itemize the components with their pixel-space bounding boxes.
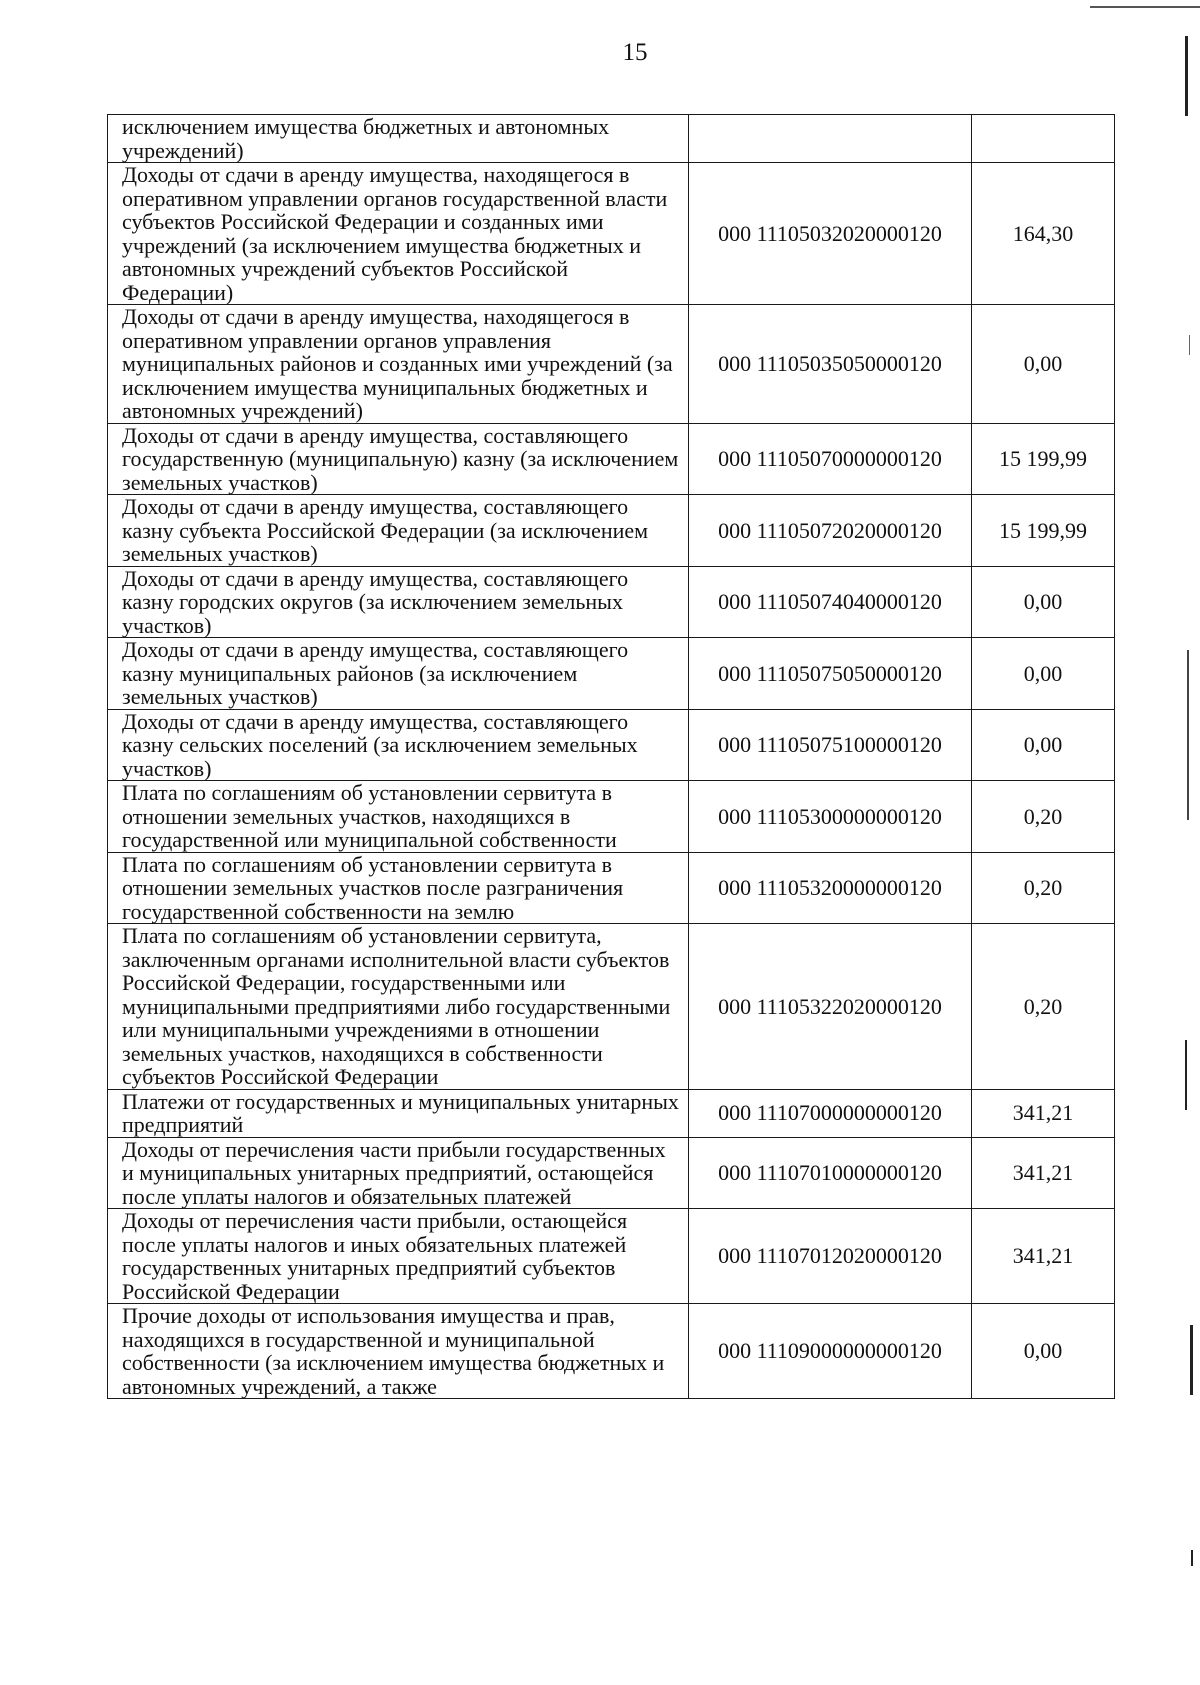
revenue-amount-cell xyxy=(972,115,1115,163)
revenue-code-cell: 000 11105070000000120 xyxy=(689,423,972,495)
revenue-code-cell: 000 11105322020000120 xyxy=(689,924,972,1090)
revenue-code-cell xyxy=(689,115,972,163)
revenue-description-cell: Доходы от перечисления части прибыли государственных и муниципальных унитарных предприятий, остающейся после уплаты налогов и обязательных платежей xyxy=(108,1137,689,1209)
revenue-code-cell: 000 11105075100000120 xyxy=(689,709,972,781)
revenue-amount-cell: 0,20 xyxy=(972,781,1115,853)
revenue-amount-cell: 0,00 xyxy=(972,566,1115,638)
table-row xyxy=(108,423,1115,495)
revenue-description-cell: Доходы от сдачи в аренду имущества, находящегося в оперативном управлении органов управления муниципальных районов и созданных ими учреждений (за исключением имущества муниципальных бюджетных и автономных учреждений) xyxy=(108,305,689,424)
revenue-amount-cell: 0,00 xyxy=(972,1304,1115,1399)
revenue-amount-cell: 0,00 xyxy=(972,709,1115,781)
revenue-description-cell: исключением имущества бюджетных и автономных учреждений) xyxy=(108,115,689,163)
revenue-amount-cell: 341,21 xyxy=(972,1089,1115,1137)
revenue-description-cell: Плата по соглашениям об установлении сервитута, заключенным органами исполнительной власти субъектов Российской Федерации, государственными или муниципальными предприятиями либо государственными или муниципальными учреждениями в отношении земельных участков, находящихся в собственности субъектов Российской Федерации xyxy=(108,924,689,1090)
table-row xyxy=(108,1137,1115,1209)
table-row xyxy=(108,305,1115,424)
table-row xyxy=(108,495,1115,567)
scan-edge-mark xyxy=(1191,1550,1193,1566)
table-row xyxy=(108,709,1115,781)
revenue-description-cell: Доходы от сдачи в аренду имущества, составляющего государственную (муниципальную) казну (за исключением земельных участков) xyxy=(108,423,689,495)
table-row xyxy=(108,638,1115,710)
revenue-code-cell: 000 11109000000000120 xyxy=(689,1304,972,1399)
revenue-description-cell: Доходы от сдачи в аренду имущества, составляющего казну городских округов (за исключением земельных участков) xyxy=(108,566,689,638)
revenue-description-cell: Прочие доходы от использования имущества и прав, находящихся в государственной и муниципальной собственности (за исключением имущества бюджетных и автономных учреждений, а также xyxy=(108,1304,689,1399)
revenue-table-body xyxy=(108,115,1115,1399)
revenue-amount-cell: 341,21 xyxy=(972,1209,1115,1304)
scan-edge-mark xyxy=(1090,6,1200,8)
revenue-amount-cell: 164,30 xyxy=(972,163,1115,305)
revenue-description-cell: Платежи от государственных и муниципальных унитарных предприятий xyxy=(108,1089,689,1137)
scan-edge-mark xyxy=(1187,650,1189,820)
revenue-description-cell: Доходы от сдачи в аренду имущества, составляющего казну субъекта Российской Федерации (за исключением земельных участков) xyxy=(108,495,689,567)
table-row xyxy=(108,115,1115,163)
revenue-amount-cell: 15 199,99 xyxy=(972,495,1115,567)
revenue-description-cell: Доходы от перечисления части прибыли, остающейся после уплаты налогов и иных обязательных платежей государственных унитарных предприятий субъектов Российской Федерации xyxy=(108,1209,689,1304)
table-row xyxy=(108,1209,1115,1304)
revenue-amount-cell: 0,20 xyxy=(972,852,1115,924)
revenue-description-cell: Доходы от сдачи в аренду имущества, составляющего казну муниципальных районов (за исключением земельных участков) xyxy=(108,638,689,710)
scan-edge-mark xyxy=(1185,1040,1187,1110)
revenue-code-cell: 000 11107000000000120 xyxy=(689,1089,972,1137)
table-row xyxy=(108,566,1115,638)
table-row xyxy=(108,852,1115,924)
revenue-code-cell: 000 11105032020000120 xyxy=(689,163,972,305)
revenue-code-cell: 000 11105072020000120 xyxy=(689,495,972,567)
revenue-code-cell: 000 11107012020000120 xyxy=(689,1209,972,1304)
revenue-code-cell: 000 11105035050000120 xyxy=(689,305,972,424)
revenue-amount-cell: 0,20 xyxy=(972,924,1115,1090)
table-row xyxy=(108,1089,1115,1137)
revenue-code-cell: 000 11107010000000120 xyxy=(689,1137,972,1209)
revenue-code-cell: 000 11105300000000120 xyxy=(689,781,972,853)
scan-edge-mark xyxy=(1185,36,1188,116)
scan-edge-mark xyxy=(1189,335,1190,355)
table-row xyxy=(108,781,1115,853)
revenue-description-cell: Плата по соглашениям об установлении сервитута в отношении земельных участков после разграничения государственной собственности на землю xyxy=(108,852,689,924)
table-row xyxy=(108,163,1115,305)
revenue-amount-cell: 0,00 xyxy=(972,638,1115,710)
table-row xyxy=(108,1304,1115,1399)
revenue-code-cell: 000 11105074040000120 xyxy=(689,566,972,638)
revenue-amount-cell: 341,21 xyxy=(972,1137,1115,1209)
revenue-code-cell: 000 11105075050000120 xyxy=(689,638,972,710)
revenue-amount-cell: 0,00 xyxy=(972,305,1115,424)
revenue-description-cell: Плата по соглашениям об установлении сервитута в отношении земельных участков, находящихся в государственной или муниципальной собственности xyxy=(108,781,689,853)
revenue-code-cell: 000 11105320000000120 xyxy=(689,852,972,924)
scan-edge-mark xyxy=(1190,1325,1193,1395)
revenue-description-cell: Доходы от сдачи в аренду имущества, находящегося в оперативном управлении органов государственной власти субъектов Российской Федерации и созданных ими учреждений (за исключением имущества бюджетных и автономных учреждений субъектов Российской Федерации) xyxy=(108,163,689,305)
revenue-description-cell: Доходы от сдачи в аренду имущества, составляющего казну сельских поселений (за исключением земельных участков) xyxy=(108,709,689,781)
page-number: 15 xyxy=(622,39,648,66)
revenue-table xyxy=(107,114,1115,1399)
revenue-amount-cell: 15 199,99 xyxy=(972,423,1115,495)
table-row xyxy=(108,924,1115,1090)
